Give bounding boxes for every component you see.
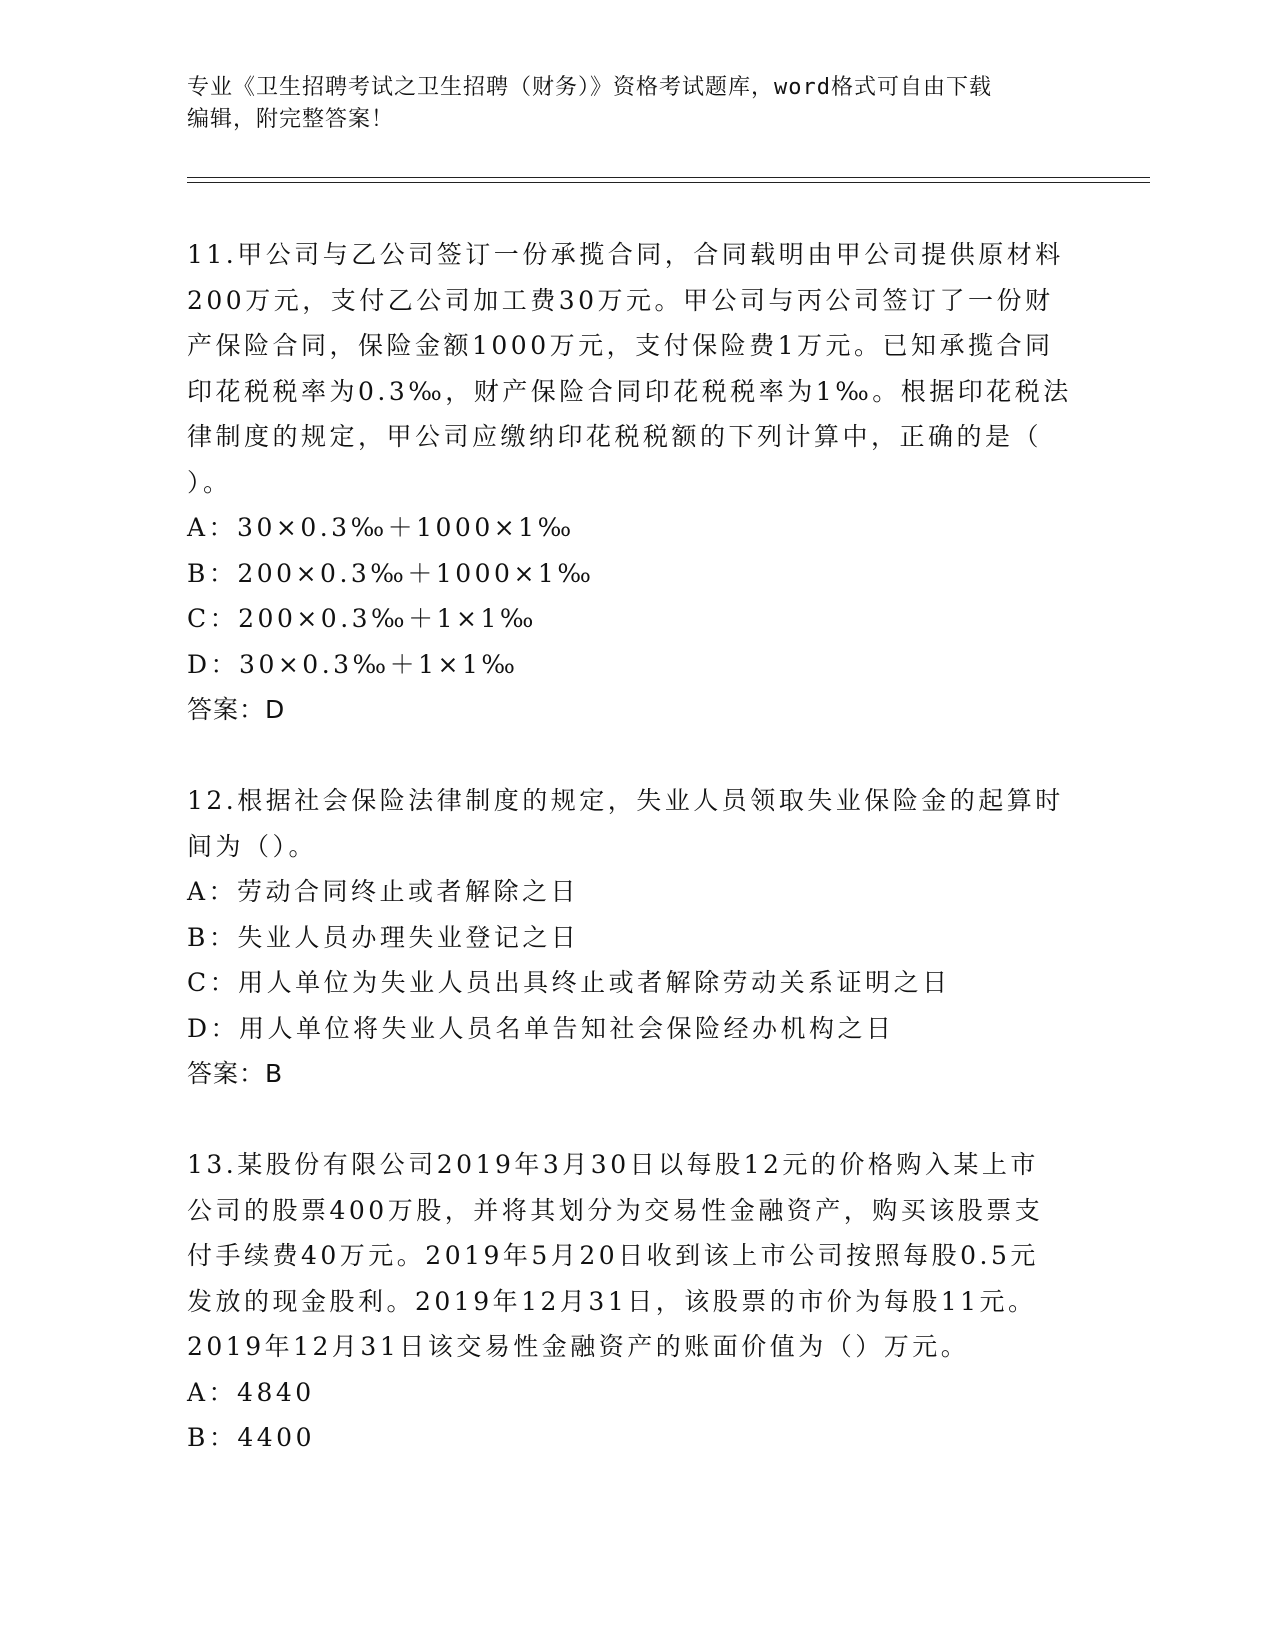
question-13 (187, 1142, 1087, 1461)
option-d: D：30×0.3‰＋1×1‰ (187, 649, 519, 679)
spacer (187, 733, 1087, 779)
question-text-line: 产保险合同，保险金额1000万元，支付保险费1万元。已知承揽合同 (187, 331, 1054, 360)
question-text-line: 13.某股份有限公司2019年3月30日以每股12元的价格购入某上市 (187, 1150, 1039, 1179)
question-text-line: 200万元，支付乙公司加工费30万元。甲公司与丙公司签订了一份财 (187, 285, 1054, 315)
question-text-line: 公司的股票400万股，并将其划分为交易性金融资产，购买该股票支 (187, 1195, 1044, 1225)
question-text-line: 12.根据社会保险法律制度的规定，失业人员领取失业保险金的起算时 (187, 786, 1064, 815)
header-line-1: 专业《卫生招聘考试之卫生招聘（财务）》资格考试题库，word格式可自由下载 (187, 75, 992, 100)
question-text-line: 2019年12月31日该交易性金融资产的账面价值为（）万元。 (187, 1332, 970, 1361)
header-divider-top (187, 177, 1150, 178)
question-12 (187, 778, 1087, 1097)
option-a: A：4840 (187, 1377, 315, 1407)
question-text-line: 发放的现金股利。2019年12月31日，该股票的市价为每股11元。 (187, 1286, 1037, 1316)
question-11 (187, 232, 1087, 733)
header-divider-bottom (187, 182, 1150, 183)
option-b: B：200×0.3‰＋1000×1‰ (187, 558, 595, 588)
question-text-line: ）。 (187, 467, 232, 497)
option-c: C：200×0.3‰＋1×1‰ (187, 604, 537, 633)
question-text-line: 律制度的规定，甲公司应缴纳印花税税额的下列计算中，正确的是（ (187, 422, 1043, 451)
option-c: C：用人单位为失业人员出具终止或者解除劳动关系证明之日 (187, 968, 951, 997)
question-text-line: 11.甲公司与乙公司签订一份承揽合同，合同载明由甲公司提供原材料 (187, 240, 1064, 269)
answer-line: 答案：B (187, 1059, 284, 1088)
header-line-2: 编辑，附完整答案！ (187, 107, 395, 132)
question-text-line: 印花税税率为0.3‰，财产保险合同印花税税率为1‰。根据印花税法 (187, 376, 1072, 406)
option-b: B：失业人员办理失业登记之日 (187, 922, 580, 952)
spacer (187, 1097, 1087, 1143)
question-list (187, 232, 1087, 1461)
option-a: A：劳动合同终止或者解除之日 (187, 877, 580, 906)
answer-line: 答案：D (187, 695, 286, 724)
question-text-line: 间为（）。 (187, 831, 318, 861)
option-d: D：用人单位将失业人员名单告知社会保险经办机构之日 (187, 1013, 895, 1043)
option-b: B：4400 (187, 1423, 315, 1452)
option-a: A：30×0.3‰＋1000×1‰ (187, 513, 575, 542)
question-text-line: 付手续费40万元。2019年5月20日收到该上市公司按照每股0.5元 (187, 1241, 1039, 1270)
document-header (187, 72, 1067, 136)
